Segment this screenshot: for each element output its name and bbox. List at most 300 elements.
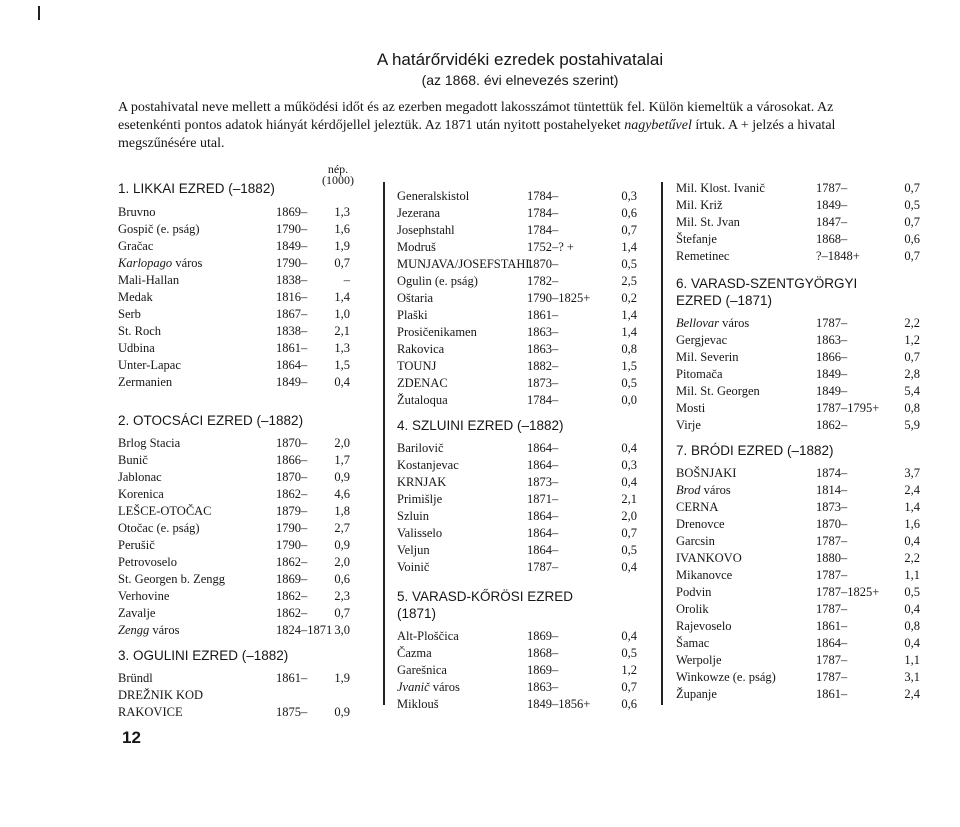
- office-name: Serb: [118, 307, 141, 321]
- population-value: 1,5: [621, 359, 637, 373]
- operation-years: 1784–: [527, 189, 559, 203]
- table-row: [676, 482, 924, 499]
- population-value: 2,4: [904, 687, 920, 701]
- population-value: 2,2: [904, 316, 920, 330]
- population-value: 0,5: [904, 198, 920, 212]
- office-name: Jablonac: [118, 470, 162, 484]
- office-name-suffix: város: [149, 623, 180, 637]
- intro-line: megszűnésére utal.: [118, 136, 225, 151]
- office-name: LEŠCE-OTOČAC: [118, 504, 212, 518]
- table-row: [397, 290, 645, 307]
- section-header: 7. BRÓDI EZRED (–1882): [676, 443, 834, 458]
- office-name: Remetinec: [676, 249, 730, 263]
- table-row: [676, 601, 924, 618]
- table-row: [676, 349, 924, 366]
- operation-years: 1880–: [816, 551, 848, 565]
- table-row: [118, 272, 354, 289]
- operation-years: 1862–: [276, 606, 308, 620]
- nep-label: nép.: [327, 162, 349, 176]
- operation-years: 1790–: [276, 521, 308, 535]
- population-value: –: [343, 273, 350, 287]
- office-name: Werpolje: [676, 653, 722, 667]
- office-name: Podvin: [676, 585, 712, 599]
- table-row: [118, 204, 354, 221]
- office-name-city: Karlopago: [118, 256, 173, 270]
- operation-years: 1787–: [816, 602, 848, 616]
- office-name: BOŠNJAKI: [676, 466, 737, 480]
- operation-years: 1849–: [816, 198, 848, 212]
- office-name: Medak: [118, 290, 153, 304]
- operation-years: 1816–: [276, 290, 308, 304]
- office-name: Rajevoselo: [676, 619, 732, 633]
- office-name: Ogulin (e. pság): [397, 274, 478, 288]
- table-row: [118, 588, 354, 605]
- office-name-city: Brod: [676, 483, 701, 497]
- office-name: Garcsin: [676, 534, 715, 548]
- population-value: 3,7: [904, 466, 920, 480]
- population-value: 2,7: [334, 521, 350, 535]
- section-header: 6. VARASD-SZENTGYÖRGYI: [676, 276, 858, 291]
- operation-years: 1861–: [276, 671, 308, 685]
- table-row: [397, 491, 645, 508]
- operation-years: 1868–: [527, 646, 559, 660]
- office-name-city: Bellovar: [676, 316, 720, 330]
- office-name: Mil. Severin: [676, 350, 739, 364]
- operation-years: 1849–: [816, 367, 848, 381]
- operation-years: 1879–: [276, 504, 308, 518]
- table-row: [397, 559, 645, 576]
- operation-years: 1871–: [527, 492, 559, 506]
- operation-years: 1784–: [527, 223, 559, 237]
- operation-years: 1870–: [276, 436, 308, 450]
- population-value: 4,6: [334, 487, 350, 501]
- office-name: Šamac: [676, 636, 710, 650]
- table-row: [676, 584, 924, 601]
- population-value: 0,7: [621, 526, 637, 540]
- section-header: 4. SZLUINI EZRED (–1882): [397, 418, 564, 433]
- column-divider: [661, 182, 663, 705]
- table-row: [397, 508, 645, 525]
- office-name: ZDENAC: [397, 376, 448, 390]
- population-value: 0,4: [334, 375, 350, 389]
- population-value: 1,4: [621, 325, 637, 339]
- office-name: RAKOVICE: [118, 705, 183, 719]
- table-row: [118, 340, 354, 357]
- population-value: 0,5: [621, 646, 637, 660]
- population-value: 0,7: [334, 256, 350, 270]
- operation-years: 1873–: [527, 475, 559, 489]
- office-name: St. Georgen b. Zengg: [118, 572, 226, 586]
- population-value: 2,5: [621, 274, 637, 288]
- office-name: Winkowze (e. pság): [676, 670, 776, 684]
- office-name: Primišlje: [397, 492, 443, 506]
- operation-years: 1862–: [816, 418, 848, 432]
- office-name: Mil. St. Georgen: [676, 384, 760, 398]
- table-row: [676, 417, 924, 434]
- office-name: Gergjevac: [676, 333, 728, 347]
- operation-years: 1787–: [816, 181, 848, 195]
- table-row: [676, 197, 924, 214]
- operation-years: 1874–: [816, 466, 848, 480]
- office-name: Gračac: [118, 239, 154, 253]
- population-value: 2,1: [334, 324, 350, 338]
- table-row: [397, 628, 645, 645]
- operation-years: 1790–1825+: [527, 291, 591, 305]
- office-name: Perušič: [118, 538, 155, 552]
- operation-years: 1790–: [276, 222, 308, 236]
- operation-years: 1861–: [816, 687, 848, 701]
- office-name: Szluin: [397, 509, 429, 523]
- office-name: DREŽNIK KOD: [118, 688, 204, 702]
- population-value: 0,9: [334, 538, 350, 552]
- population-value: 0,6: [621, 697, 637, 711]
- table-row: [118, 554, 354, 571]
- office-name: Jezerana: [397, 206, 441, 220]
- operation-years: 1864–: [816, 636, 848, 650]
- office-name: Miklouš: [397, 697, 439, 711]
- table-row: [676, 499, 924, 516]
- table-row: [397, 375, 645, 392]
- table-row: [676, 652, 924, 669]
- population-value: 1,4: [334, 290, 350, 304]
- population-value: 2,3: [334, 589, 350, 603]
- population-value: 0,4: [621, 560, 637, 574]
- table-row: [676, 214, 924, 231]
- population-value: 0,9: [334, 705, 350, 719]
- office-name-city: Jvanič: [397, 680, 430, 694]
- section-header-row: [118, 162, 354, 200]
- population-value: 1,5: [334, 358, 350, 372]
- population-value: 0,7: [621, 223, 637, 237]
- section-header-cont: (1871): [397, 606, 437, 621]
- population-value: 0,4: [904, 602, 920, 616]
- intro-line: A postahivatal neve mellett a működési időt és az ezerben megadott lakosszámot tüntettük fel. Külön kiemeltük a városokat. Az: [118, 100, 834, 115]
- table-row: [397, 307, 645, 324]
- operation-years: 1787–: [816, 568, 848, 582]
- operation-years: 1866–: [816, 350, 848, 364]
- operation-years: 1814–: [816, 483, 848, 497]
- table-row: [397, 645, 645, 662]
- office-name-suffix: város: [719, 316, 750, 330]
- column-1: [118, 162, 354, 721]
- population-value: 0,0: [621, 393, 637, 407]
- section-header: 3. OGULINI EZRED (–1882): [118, 648, 289, 663]
- office-name: Bruvno: [118, 205, 156, 219]
- table-row: [397, 222, 645, 239]
- office-name: Virje: [676, 418, 701, 432]
- population-value: 0,3: [621, 458, 637, 472]
- table-row: [676, 180, 924, 197]
- table-row: [397, 542, 645, 559]
- population-value: 1,7: [334, 453, 350, 467]
- operation-years: 1861–: [276, 341, 308, 355]
- population-value: 0,7: [904, 215, 920, 229]
- population-value: 1,2: [904, 333, 920, 347]
- operation-years: 1790–: [276, 256, 308, 270]
- population-value: 1,9: [334, 671, 350, 685]
- population-value: 2,2: [904, 551, 920, 565]
- table-row: [676, 383, 924, 400]
- population-column-header: [318, 164, 358, 186]
- office-name: Unter-Lapac: [118, 358, 181, 372]
- office-name-suffix: város: [700, 483, 731, 497]
- population-value: 5,9: [904, 418, 920, 432]
- population-value: 0,3: [621, 189, 637, 203]
- intro-text: esetenkénti pontos adatok hiányát kérdőjellel jeleztük. Az 1871 után nyitott postahelyeket: [118, 118, 625, 133]
- population-value: 0,8: [904, 401, 920, 415]
- table-row: [118, 520, 354, 537]
- page-number: 12: [122, 728, 141, 747]
- office-name: Valisselo: [397, 526, 443, 540]
- office-name: Barilovič: [397, 441, 444, 455]
- office-name-city: Zengg: [118, 623, 150, 637]
- population-value: 0,4: [621, 475, 637, 489]
- operation-years: 1849–: [276, 375, 308, 389]
- operation-years: 1863–: [527, 342, 559, 356]
- section-header: 1. LIKKAI EZRED (–1882): [118, 181, 275, 196]
- office-name: Alt-Ploščica: [397, 629, 459, 643]
- office-name: Veljun: [397, 543, 430, 557]
- table-row: [676, 533, 924, 550]
- operation-years: 1787–: [816, 653, 848, 667]
- operation-years: 1869–: [276, 205, 308, 219]
- intro-paragraph: [118, 99, 948, 153]
- office-name: Brlog Stacia: [118, 436, 181, 450]
- table-row: [397, 205, 645, 222]
- table-row: [397, 662, 645, 679]
- population-value: 2,0: [621, 509, 637, 523]
- section-header: 2. OTOCSÁCI EZRED (–1882): [118, 413, 304, 428]
- operation-years: 1787–: [527, 560, 559, 574]
- table-row: [676, 618, 924, 635]
- page-subtitle: (az 1868. évi elnevezés szerint): [421, 72, 619, 88]
- population-value: 1,9: [334, 239, 350, 253]
- operation-years: 1870–: [527, 257, 559, 271]
- table-row: [118, 503, 354, 520]
- operation-years: 1864–: [527, 526, 559, 540]
- office-name: Mil. Križ: [676, 198, 723, 212]
- operation-years: 1873–: [816, 500, 848, 514]
- table-row: [118, 238, 354, 255]
- column-2: [397, 180, 645, 713]
- population-value: 0,5: [621, 257, 637, 271]
- population-value: 5,4: [904, 384, 920, 398]
- table-row: [397, 696, 645, 713]
- margin-mark: [38, 6, 40, 20]
- table-row: [397, 392, 645, 409]
- office-name: Petrovoselo: [118, 555, 178, 569]
- operation-years: 1849–1856+: [527, 697, 591, 711]
- office-name: St. Roch: [118, 324, 162, 338]
- population-value: 0,5: [621, 543, 637, 557]
- operation-years: 1861–: [816, 619, 848, 633]
- table-row: [118, 374, 354, 391]
- population-value: 1,3: [334, 205, 350, 219]
- operation-years: 1838–: [276, 324, 308, 338]
- office-name: Garešnica: [397, 663, 447, 677]
- table-row: [118, 255, 354, 272]
- population-value: 0,4: [904, 534, 920, 548]
- population-value: 0,8: [621, 342, 637, 356]
- population-value: 1,4: [904, 500, 920, 514]
- office-name: Zavalje: [118, 606, 156, 620]
- population-value: 1,1: [904, 568, 920, 582]
- population-value: 2,0: [334, 436, 350, 450]
- office-name: Žutaloqua: [397, 393, 448, 407]
- office-name: Oštaria: [397, 291, 434, 305]
- table-row: [118, 537, 354, 554]
- population-value: 0,6: [904, 232, 920, 246]
- table-row: [676, 567, 924, 584]
- office-name: Plaški: [397, 308, 428, 322]
- table-row: [397, 239, 645, 256]
- office-name: KRNJAK: [397, 475, 447, 489]
- table-row: [118, 486, 354, 503]
- operation-years: 1864–: [527, 441, 559, 455]
- table-row: [118, 221, 354, 238]
- operation-years: 1870–: [276, 470, 308, 484]
- operation-years: 1864–: [527, 458, 559, 472]
- column-3: [676, 180, 924, 703]
- operation-years: 1864–: [276, 358, 308, 372]
- table-row: [118, 670, 354, 687]
- operation-years: 1790–: [276, 538, 308, 552]
- operation-years: 1787–1795+: [816, 401, 880, 415]
- office-name: [676, 315, 749, 332]
- population-value: 0,5: [621, 376, 637, 390]
- office-name: TOUNJ: [397, 359, 437, 373]
- office-name: Bunič: [118, 453, 148, 467]
- operation-years: 1862–: [276, 555, 308, 569]
- population-value: 0,6: [334, 572, 350, 586]
- operation-years: 1863–: [816, 333, 848, 347]
- operation-years: 1784–: [527, 393, 559, 407]
- office-name: Mosti: [676, 401, 706, 415]
- table-row: [676, 315, 924, 332]
- page-title: A határőrvidéki ezredek postahivatalai: [376, 50, 664, 69]
- population-value: 2,1: [621, 492, 637, 506]
- intro-text: írtuk. A + jelzés a hivatal: [691, 118, 836, 133]
- table-row: [118, 605, 354, 622]
- table-row: [676, 248, 924, 265]
- population-value: 0,6: [621, 206, 637, 220]
- table-row: [676, 400, 924, 417]
- operation-years: 1824–1871: [276, 623, 333, 637]
- office-name: Čazma: [397, 646, 432, 660]
- column-divider: [383, 182, 385, 705]
- office-name: [676, 482, 731, 499]
- office-name: Gospič (e. pság): [118, 222, 200, 236]
- office-name: [118, 255, 202, 272]
- population-value: 0,2: [621, 291, 637, 305]
- table-row: [118, 452, 354, 469]
- table-row: [676, 686, 924, 703]
- operation-years: 1861–: [527, 308, 559, 322]
- operation-years: 1864–: [527, 543, 559, 557]
- office-name: Županje: [676, 687, 717, 701]
- office-name: Orolik: [676, 602, 709, 616]
- table-row: [397, 525, 645, 542]
- table-row: [118, 704, 354, 721]
- population-value: 1,6: [334, 222, 350, 236]
- table-row: [118, 289, 354, 306]
- operation-years: ?–1848+: [816, 249, 860, 263]
- operation-years: 1787–1825+: [816, 585, 880, 599]
- operation-years: 1870–: [816, 517, 848, 531]
- population-value: 1,4: [621, 240, 637, 254]
- office-name: Drenovce: [676, 517, 725, 531]
- table-row: [676, 366, 924, 383]
- office-name: Mikanovce: [676, 568, 733, 582]
- population-value: 0,4: [621, 629, 637, 643]
- table-row: [676, 669, 924, 686]
- table-row: [397, 474, 645, 491]
- table-row: [676, 332, 924, 349]
- population-value: 2,4: [904, 483, 920, 497]
- office-name: IVANKOVO: [676, 551, 742, 565]
- operation-years: 1863–: [527, 325, 559, 339]
- office-name: Mali-Hallan: [118, 273, 180, 287]
- population-value: 0,4: [904, 636, 920, 650]
- operation-years: 1875–: [276, 705, 308, 719]
- population-value: 2,0: [334, 555, 350, 569]
- office-name: [397, 679, 460, 696]
- population-value: 1,6: [904, 517, 920, 531]
- operation-years: 1838–: [276, 273, 308, 287]
- operation-years: 1864–: [527, 509, 559, 523]
- table-row: [397, 273, 645, 290]
- population-value: 0,7: [904, 249, 920, 263]
- operation-years: 1849–: [276, 239, 308, 253]
- operation-years: 1869–: [527, 663, 559, 677]
- population-value: 1,1: [904, 653, 920, 667]
- office-name: Mil. St. Jvan: [676, 215, 740, 229]
- population-value: 0,7: [334, 606, 350, 620]
- office-name: Modruš: [397, 240, 436, 254]
- office-name: Bründl: [118, 671, 153, 685]
- office-name-suffix: város: [429, 680, 460, 694]
- office-name: Zermanien: [118, 375, 173, 389]
- office-name: Kostanjevac: [397, 458, 459, 472]
- table-row: [118, 357, 354, 374]
- population-value: 0,7: [621, 680, 637, 694]
- population-value: 3,0: [334, 623, 350, 637]
- operation-years: 1787–: [816, 670, 848, 684]
- office-name: [118, 622, 179, 639]
- population-value: 0,7: [904, 181, 920, 195]
- population-value: 1,0: [334, 307, 350, 321]
- operation-years: 1868–: [816, 232, 848, 246]
- table-row: [397, 457, 645, 474]
- population-value: 1,8: [334, 504, 350, 518]
- office-name: Pitomača: [676, 367, 723, 381]
- table-row: [676, 635, 924, 652]
- table-row: [397, 679, 645, 696]
- operation-years: 1869–: [276, 572, 308, 586]
- table-row: [676, 231, 924, 248]
- office-name: Voinič: [397, 560, 430, 574]
- table-row: [397, 188, 645, 205]
- office-name: Korenica: [118, 487, 164, 501]
- office-name: Otočac (e. pság): [118, 521, 200, 535]
- operation-years: 1873–: [527, 376, 559, 390]
- table-row: [118, 687, 354, 704]
- table-row: [118, 469, 354, 486]
- operation-years: 1752–? +: [527, 240, 574, 254]
- operation-years: 1862–: [276, 487, 308, 501]
- office-name-suffix: város: [172, 256, 203, 270]
- operation-years: 1882–: [527, 359, 559, 373]
